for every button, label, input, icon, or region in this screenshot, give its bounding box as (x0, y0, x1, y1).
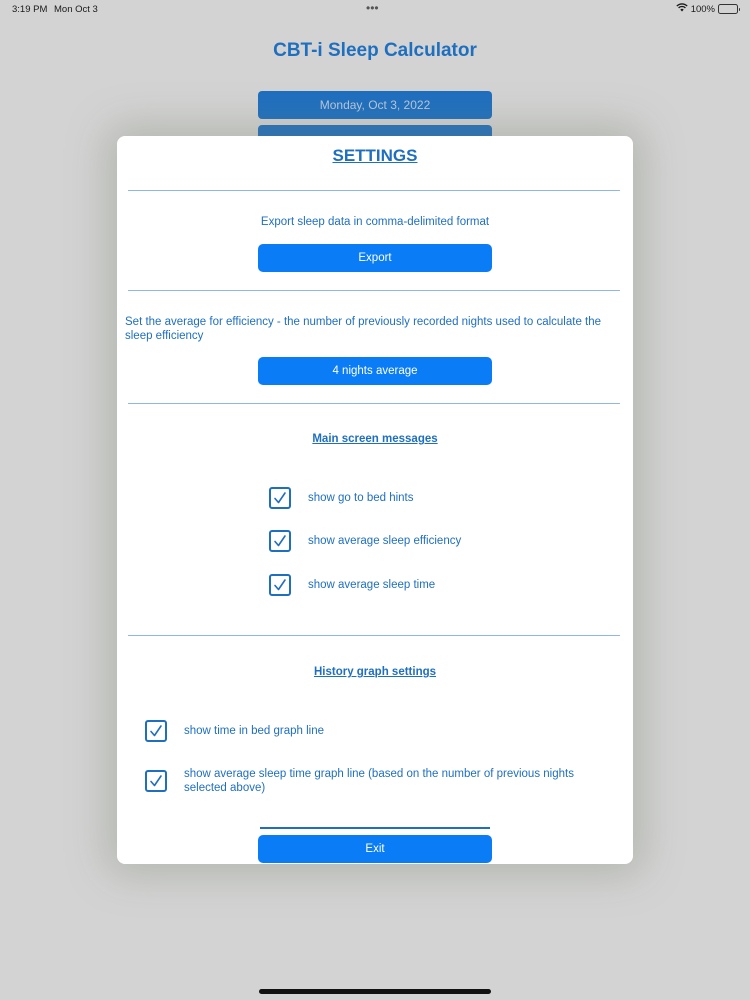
exit-divider (260, 827, 490, 829)
checkbox-row-time-in-bed-line[interactable] (145, 720, 324, 742)
checkbox-label: show go to bed hints (308, 492, 414, 504)
checkbox-row-average-sleep-efficiency[interactable] (269, 530, 461, 552)
battery-icon (718, 4, 738, 14)
status-time: 3:19 PM (12, 4, 48, 15)
home-indicator[interactable] (259, 989, 491, 994)
checkbox[interactable] (269, 530, 291, 552)
checkbox-label: show time in bed graph line (184, 725, 324, 737)
multitasking-dots-icon[interactable]: ••• (366, 1, 379, 15)
checkmark-icon (149, 774, 163, 788)
exit-button[interactable]: Exit (258, 835, 492, 863)
checkbox-label: show average sleep time graph line (based on the number of previous nights selected above) (184, 768, 574, 794)
divider (128, 403, 620, 404)
battery-percent: 100% (690, 3, 715, 15)
checkmark-icon (273, 534, 287, 548)
checkbox[interactable] (269, 487, 291, 509)
checkmark-icon (149, 724, 163, 738)
checkbox-row-average-sleep-time-line[interactable] (145, 767, 605, 795)
export-button[interactable]: Export (258, 244, 492, 272)
status-right (676, 3, 738, 15)
status-date: Mon Oct 3 (54, 4, 98, 15)
settings-modal (117, 136, 633, 864)
status-bar (0, 0, 750, 18)
export-description: Export sleep data in comma-delimited format (260, 216, 490, 228)
wifi-icon (676, 3, 688, 15)
checkbox[interactable] (145, 720, 167, 742)
checkbox[interactable] (269, 574, 291, 596)
date-button[interactable]: Monday, Oct 3, 2022 (258, 91, 492, 119)
settings-title: SETTINGS (332, 146, 418, 165)
checkbox-label: show average sleep efficiency (308, 535, 462, 547)
checkbox[interactable] (145, 770, 167, 792)
checkbox-row-average-sleep-time[interactable] (269, 574, 435, 596)
checkmark-icon (273, 491, 287, 505)
history-graph-heading: History graph settings (313, 666, 437, 678)
main-messages-heading: Main screen messages (312, 433, 438, 445)
checkbox-label: show average sleep time (308, 579, 436, 591)
app-title: CBT-i Sleep Calculator (273, 40, 477, 61)
nights-average-button[interactable]: 4 nights average (258, 357, 492, 385)
divider (128, 290, 620, 291)
efficiency-description: Set the average for efficiency - the number of previously recorded nights used to calculate the sleep efficiency (125, 316, 602, 342)
checkbox-row-go-to-bed-hints[interactable] (269, 487, 414, 509)
divider (128, 190, 620, 191)
divider (128, 635, 620, 636)
checkmark-icon (273, 578, 287, 592)
